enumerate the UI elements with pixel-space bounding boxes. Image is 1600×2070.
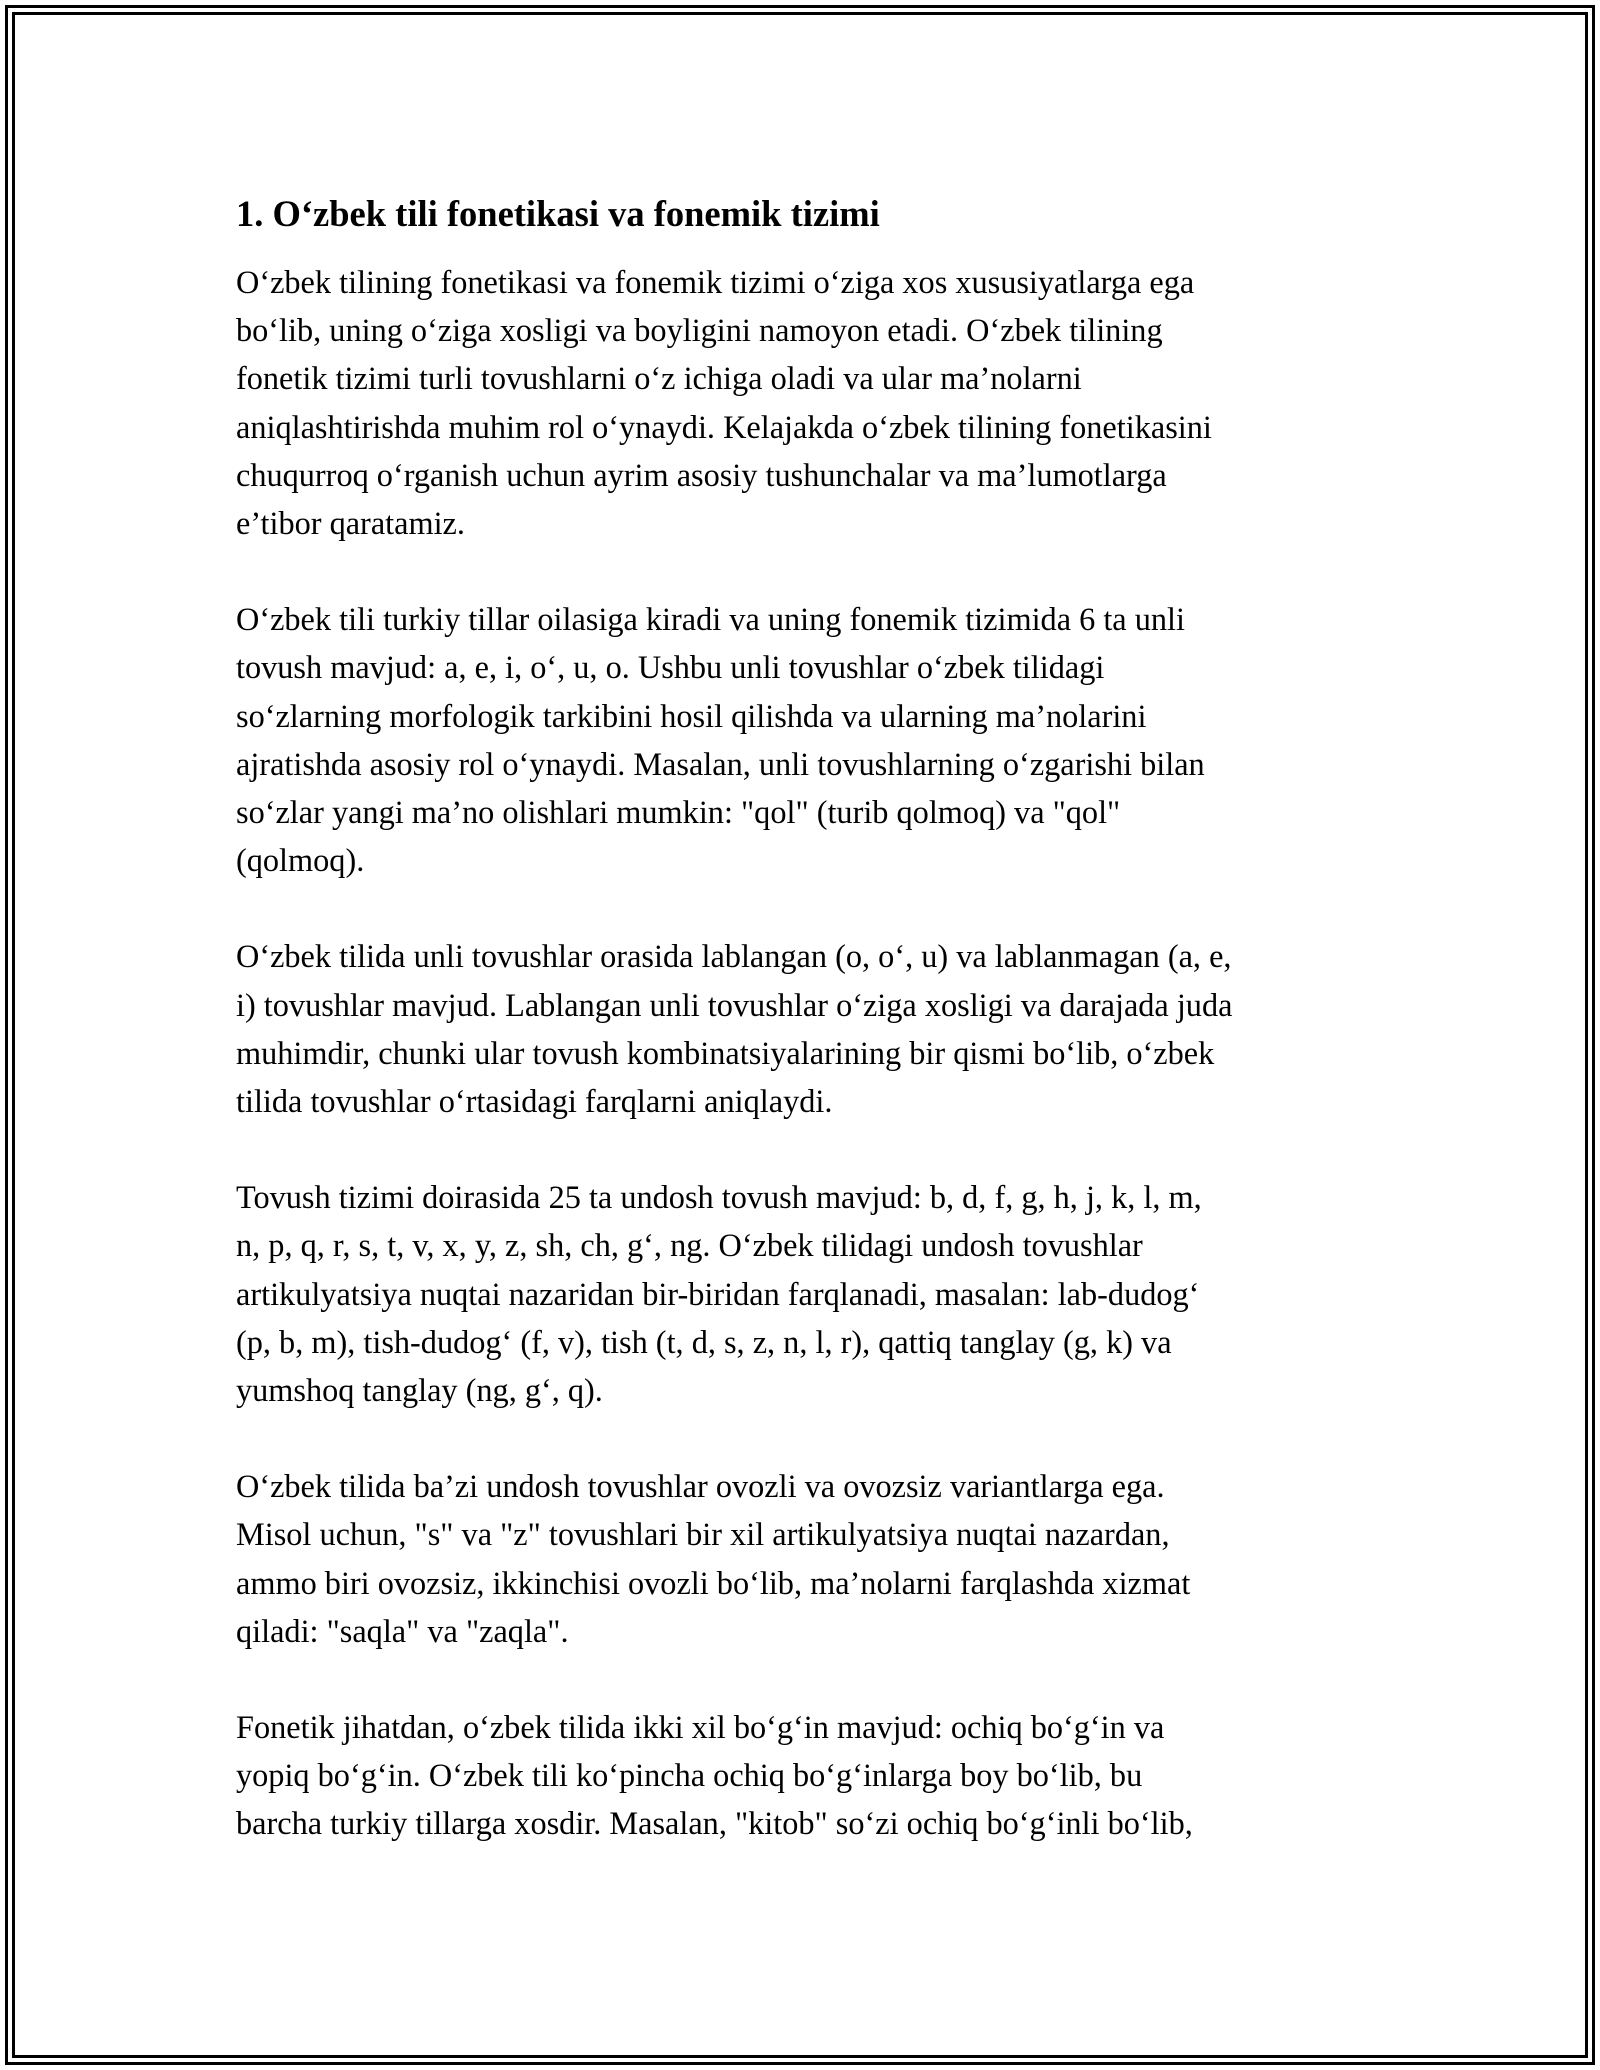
text-line: qiladi: "saqla" va "zaqla". — [236, 1612, 569, 1649]
text-line: Fonetik jihatdan, o‘zbek tilida ikki xil bo‘g‘in mavjud: ochiq bo‘g‘in va — [236, 1709, 1165, 1746]
text-line: (qolmoq). — [236, 842, 365, 879]
text-line: aniqlashtirishda muhim rol o‘ynaydi. Kelajakda o‘zbek tilining fonetikasini — [236, 408, 1212, 445]
text-line: ammo biri ovozsiz, ikkinchisi ovozli bo‘lib, ma’nolarni farqlashda xizmat — [236, 1564, 1191, 1601]
text-line: yopiq bo‘g‘in. O‘zbek tili ko‘pincha ochiq bo‘g‘inlarga boy bo‘lib, bu — [236, 1757, 1143, 1794]
text-line: O‘zbek tilida unli tovushlar orasida lablangan (o, o‘, u) va lablanmagan (a, e, — [236, 938, 1232, 975]
text-line: barcha turkiy tillarga xosdir. Masalan, "kitob" so‘zi ochiq bo‘g‘inli bo‘lib, — [236, 1805, 1193, 1842]
paragraph — [236, 595, 1376, 884]
text-line: i) tovushlar mavjud. Lablangan unli tovushlar o‘ziga xosligi va darajada juda — [236, 986, 1233, 1023]
paragraph — [236, 1462, 1376, 1655]
paragraph — [236, 1173, 1376, 1414]
text-line: muhimdir, chunki ular tovush kombinatsiyalarining bir qismi bo‘lib, o‘zbek — [236, 1034, 1215, 1071]
paragraph — [236, 258, 1376, 547]
text-line: O‘zbek tilining fonetikasi va fonemik tizimi o‘ziga xos xususiyatlarga ega — [236, 264, 1195, 300]
text-line: (p, b, m), tish-dudog‘ (f, v), tish (t, d, s, z, n, l, r), qattiq tanglay (g, k) va — [236, 1323, 1172, 1360]
text-line: bo‘lib, uning o‘ziga xosligi va boyligini namoyon etadi. O‘zbek tilining — [236, 312, 1163, 349]
text-line: O‘zbek tili turkiy tillar oilasiga kiradi va uning fonemik tizimida 6 ta unli — [236, 601, 1185, 638]
text-line: n, p, q, r, s, t, v, x, y, z, sh, ch, g‘, ng. O‘zbek tilidagi undosh tovushlar — [236, 1227, 1143, 1264]
text-line: so‘zlar yangi ma’no olishlari mumkin: "qol" (turib qolmoq) va "qol" — [236, 794, 1121, 831]
text-line: tilida tovushlar o‘rtasidagi farqlarni aniqlaydi. — [236, 1083, 833, 1120]
text-line: artikulyatsiya nuqtai nazaridan bir-biridan farqlanadi, masalan: lab-dudog‘ — [236, 1275, 1200, 1312]
text-line: yumshoq tanglay (ng, g‘, q). — [236, 1372, 603, 1409]
text-line: Misol uchun, "s" va "z" tovushlari bir xil artikulyatsiya nuqtai nazardan, — [236, 1516, 1170, 1553]
text-line: O‘zbek tilida ba’zi undosh tovushlar ovozli va ovozsiz variantlarga ega. — [236, 1468, 1165, 1505]
text-line: ajratishda asosiy rol o‘ynaydi. Masalan, unli tovushlarning o‘zgarishi bilan — [236, 745, 1205, 782]
text-line: fonetik tizimi turli tovushlarni o‘z ichiga oladi va ular ma’nolarni — [236, 360, 1082, 397]
text-line: chuqurroq o‘rganish uchun ayrim asosiy tushunchalar va ma’lumotlarga — [236, 456, 1167, 493]
paragraph — [236, 932, 1376, 1125]
text-line: tovush mavjud: a, e, i, o‘, u, o. Ushbu unli tovushlar o‘zbek tilidagi — [236, 649, 1105, 686]
paragraph-list — [236, 258, 1376, 1848]
text-line: e’tibor qaratamiz. — [236, 505, 465, 542]
section-heading: 1. O‘zbek tili fonetikasi va fonemik tizimi — [236, 193, 880, 234]
text-line: Tovush tizimi doirasida 25 ta undosh tovush mavjud: b, d, f, g, h, j, k, l, m, — [236, 1179, 1202, 1216]
text-line: so‘zlarning morfologik tarkibini hosil qilishda va ularning ma’nolarini — [236, 697, 1147, 734]
paragraph — [236, 1703, 1376, 1848]
document-body — [236, 190, 1376, 1896]
